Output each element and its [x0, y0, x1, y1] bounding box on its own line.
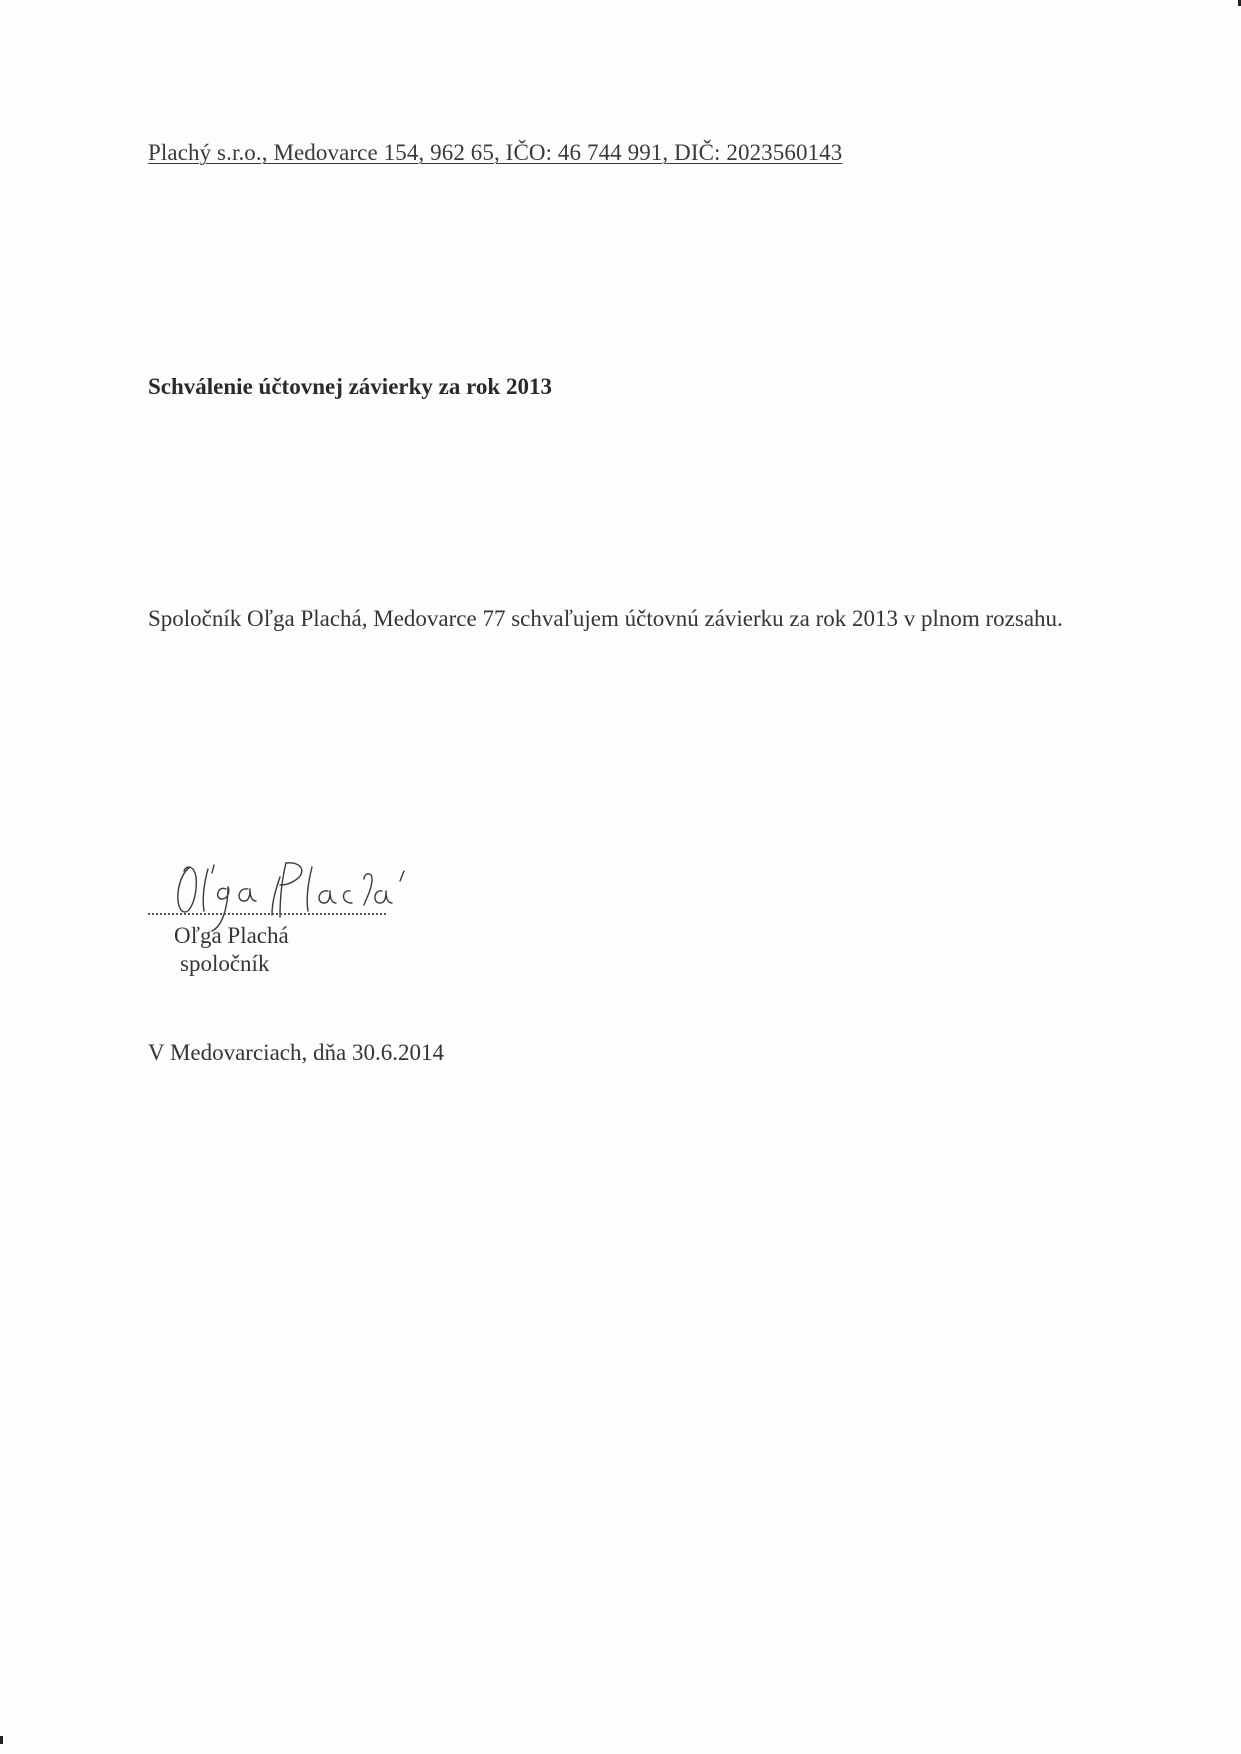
- signer-name: Oľga Plachá: [174, 923, 289, 948]
- place-and-date: V Medovarciach, dňa 30.6.2014: [148, 1040, 444, 1065]
- document-body-text: Spoločník Oľga Plachá, Medovarce 77 schvaľujem účtovnú závierku za rok 2013 v plnom rozsahu.: [148, 606, 1063, 631]
- signature-dotted-line: [148, 913, 386, 915]
- scan-edge-mark: [0, 1736, 3, 1744]
- document-title: Schválenie účtovnej závierky za rok 2013: [148, 374, 552, 399]
- company-header-line: Plachý s.r.o., Medovarce 154, 962 65, IČO: 46 744 991, DIČ: 2023560143: [148, 140, 843, 165]
- signer-role: spoločník: [180, 951, 270, 976]
